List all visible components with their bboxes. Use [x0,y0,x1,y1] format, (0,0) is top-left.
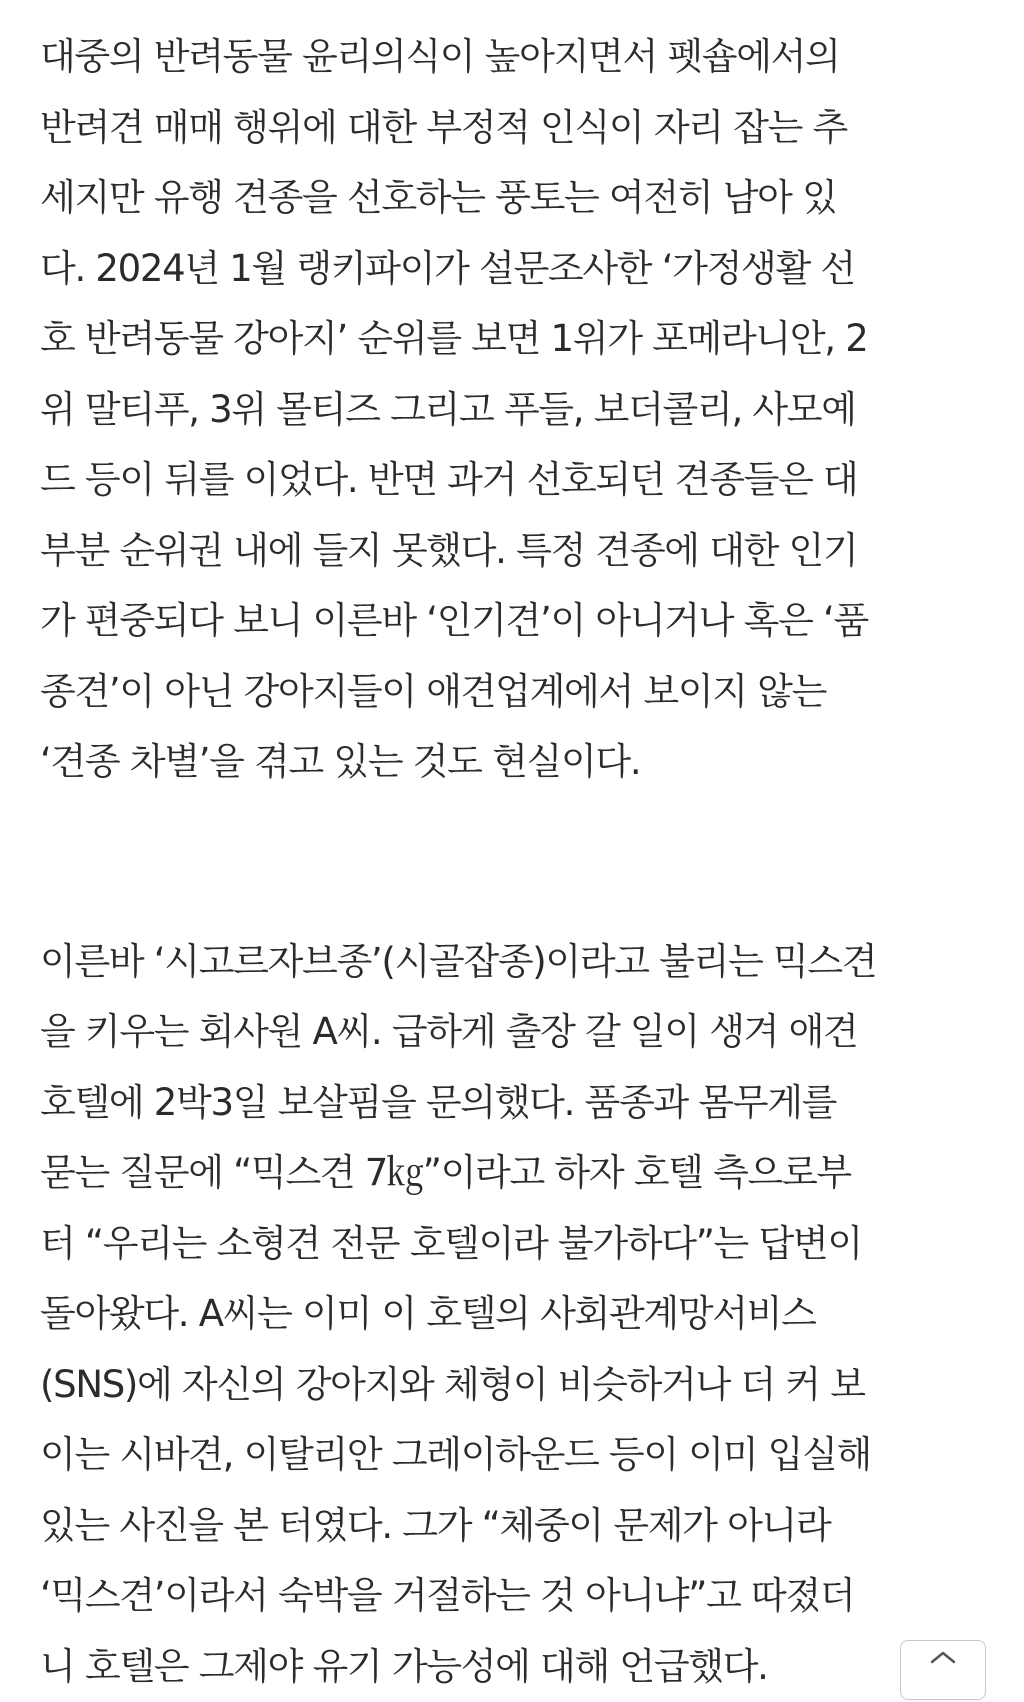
paragraph-mixed-breed-hotel [40,927,980,1702]
text-line: 묻는 질문에 “믹스견 7㎏”이라고 하자 호텔 측으로부 [40,1138,980,1209]
text-line: 이는 시바견, 이탈리안 그레이하운드 등이 이미 입실해 [40,1420,980,1491]
text-line: 부분 순위권 내에 들지 못했다. 특정 견종에 대한 인기 [40,516,980,587]
text-line: ‘견종 차별’을 겪고 있는 것도 현실이다. [40,727,980,798]
text-line: 종견’이 아닌 강아지들이 애견업계에서 보이지 않는 [40,657,980,728]
text-line: 터 “우리는 소형견 전문 호텔이라 불가하다”는 답변이 [40,1209,980,1280]
text-line: 돌아왔다. A씨는 이미 이 호텔의 사회관계망서비스 [40,1279,980,1350]
text-line: 세지만 유행 견종을 선호하는 풍토는 여전히 남아 있 [40,163,980,234]
scroll-to-top-button[interactable] [900,1640,986,1700]
text-line: 이른바 ‘시고르자브종’(시골잡종)이라고 불리는 믹스견 [40,927,980,998]
paragraph-breed-preference [40,22,980,798]
text-line: 을 키우는 회사원 A씨. 급하게 출장 갈 일이 생겨 애견 [40,997,980,1068]
text-line: 위 말티푸, 3위 몰티즈 그리고 푸들, 보더콜리, 사모예 [40,375,980,446]
text-line: 대중의 반려동물 윤리의식이 높아지면서 펫숍에서의 [40,22,980,93]
text-line: 호텔에 2박3일 보살핌을 문의했다. 품종과 몸무게를 [40,1068,980,1139]
text-line: 다. 2024년 1월 랭키파이가 설문조사한 ‘가정생활 선 [40,234,980,305]
text-line: 니 호텔은 그제야 유기 가능성에 대해 언급했다. [40,1632,980,1702]
chevron-up-icon [929,1649,957,1665]
text-line: 있는 사진을 본 터였다. 그가 “체중이 문제가 아니라 [40,1491,980,1562]
text-line: ‘믹스견’이라서 숙박을 거절하는 것 아니냐”고 따졌더 [40,1561,980,1632]
paragraph-gap [40,798,980,927]
text-line: 드 등이 뒤를 이었다. 반면 과거 선호되던 견종들은 대 [40,445,980,516]
text-line: 반려견 매매 행위에 대한 부정적 인식이 자리 잡는 추 [40,93,980,164]
text-line: 호 반려동물 강아지’ 순위를 보면 1위가 포메라니안, 2 [40,304,980,375]
text-line: 가 편중되다 보니 이른바 ‘인기견’이 아니거나 혹은 ‘품 [40,586,980,657]
article-body [40,22,980,1702]
text-line: (SNS)에 자신의 강아지와 체형이 비슷하거나 더 커 보 [40,1350,980,1421]
